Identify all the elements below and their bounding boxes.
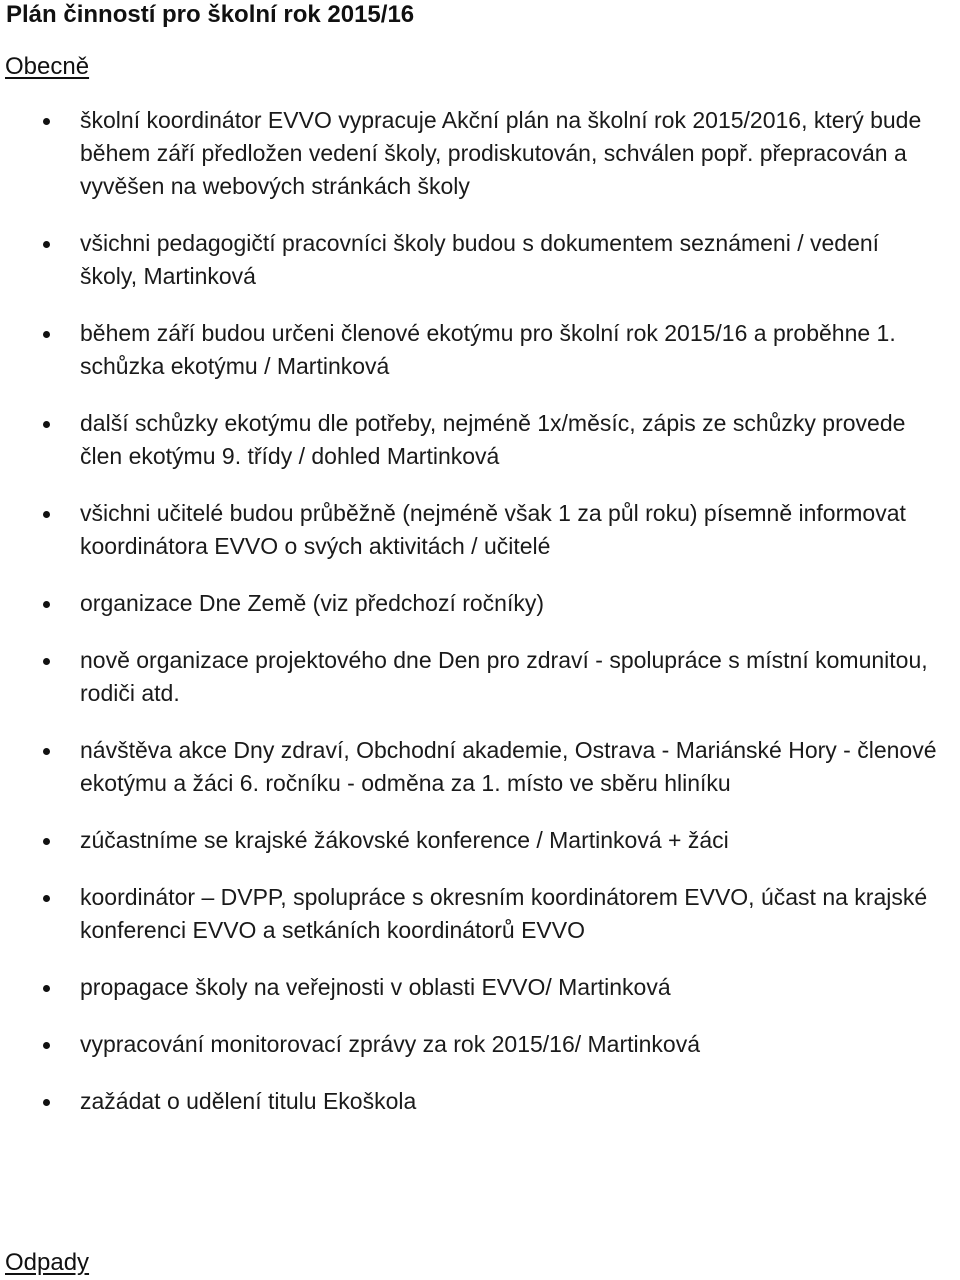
bullet-icon xyxy=(43,331,50,338)
general-bullet-list xyxy=(0,104,960,1142)
list-item-text: koordinátor – DVPP, spolupráce s okresním koordinátorem EVVO, účast na krajské konferenci EVVO a setkáních koordinátorů EVVO xyxy=(80,884,928,943)
list-item-text: nově organizace projektového dne Den pro zdraví - spolupráce s místní komunitou, rodiči atd. xyxy=(80,647,928,706)
list-item xyxy=(0,104,960,203)
list-item xyxy=(0,971,960,1004)
bullet-icon xyxy=(43,511,50,518)
list-item-text: zažádat o udělení titulu Ekoškola xyxy=(80,1088,417,1114)
list-item xyxy=(0,644,960,710)
list-item xyxy=(0,227,960,293)
bullet-icon xyxy=(43,601,50,608)
list-item xyxy=(0,587,960,620)
list-item-text: všichni učitelé budou průběžně (nejméně však 1 za půl roku) písemně informovat koordinátora EVVO o svých aktivitách / učitelé xyxy=(80,500,906,559)
bullet-icon xyxy=(43,241,50,248)
list-item xyxy=(0,1028,960,1061)
bullet-icon xyxy=(43,838,50,845)
bullet-icon xyxy=(43,1042,50,1049)
list-item-text: vypracování monitorovací zprávy za rok 2015/16/ Martinková xyxy=(80,1031,701,1057)
list-item-text: zúčastníme se krajské žákovské konference / Martinková + žáci xyxy=(80,827,729,853)
document-title: Plán činností pro školní rok 2015/16 xyxy=(6,1,415,28)
list-item xyxy=(0,1085,960,1118)
list-item xyxy=(0,824,960,857)
bullet-icon xyxy=(43,895,50,902)
bullet-icon xyxy=(43,748,50,755)
list-item xyxy=(0,317,960,383)
list-item xyxy=(0,407,960,473)
list-item-text: během září budou určeni členové ekotýmu pro školní rok 2015/16 a proběhne 1. schůzka ekotýmu / Martinková xyxy=(80,320,896,379)
list-item-text: organizace Dne Země (viz předchozí ročníky) xyxy=(80,590,545,616)
section-heading-waste: Odpady xyxy=(5,1249,90,1276)
bullet-icon xyxy=(43,1099,50,1106)
bullet-icon xyxy=(43,658,50,665)
list-item xyxy=(0,734,960,800)
list-item-text: školní koordinátor EVVO vypracuje Akční plán na školní rok 2015/2016, který bude během září předložen vedení školy, prodiskutován, schválen popř. přepracován a vyvěšen na webových stránkách školy xyxy=(80,107,922,199)
list-item-text: návštěva akce Dny zdraví, Obchodní akademie, Ostrava - Mariánské Hory - členové ekotýmu a žáci 6. ročníku - odměna za 1. místo ve sběru hliníku xyxy=(80,737,937,796)
section-heading-general: Obecně xyxy=(5,53,90,80)
list-item-text: všichni pedagogičtí pracovníci školy budou s dokumentem seznámeni / vedení školy, Martinková xyxy=(80,230,880,289)
list-item xyxy=(0,497,960,563)
list-item-text: propagace školy na veřejnosti v oblasti EVVO/ Martinková xyxy=(80,974,671,1000)
bullet-icon xyxy=(43,118,50,125)
list-item-text: další schůzky ekotýmu dle potřeby, nejméně 1x/měsíc, zápis ze schůzky provede člen ekotýmu 9. třídy / dohled Martinková xyxy=(80,410,906,469)
bullet-icon xyxy=(43,421,50,428)
list-item xyxy=(0,881,960,947)
bullet-icon xyxy=(43,985,50,992)
